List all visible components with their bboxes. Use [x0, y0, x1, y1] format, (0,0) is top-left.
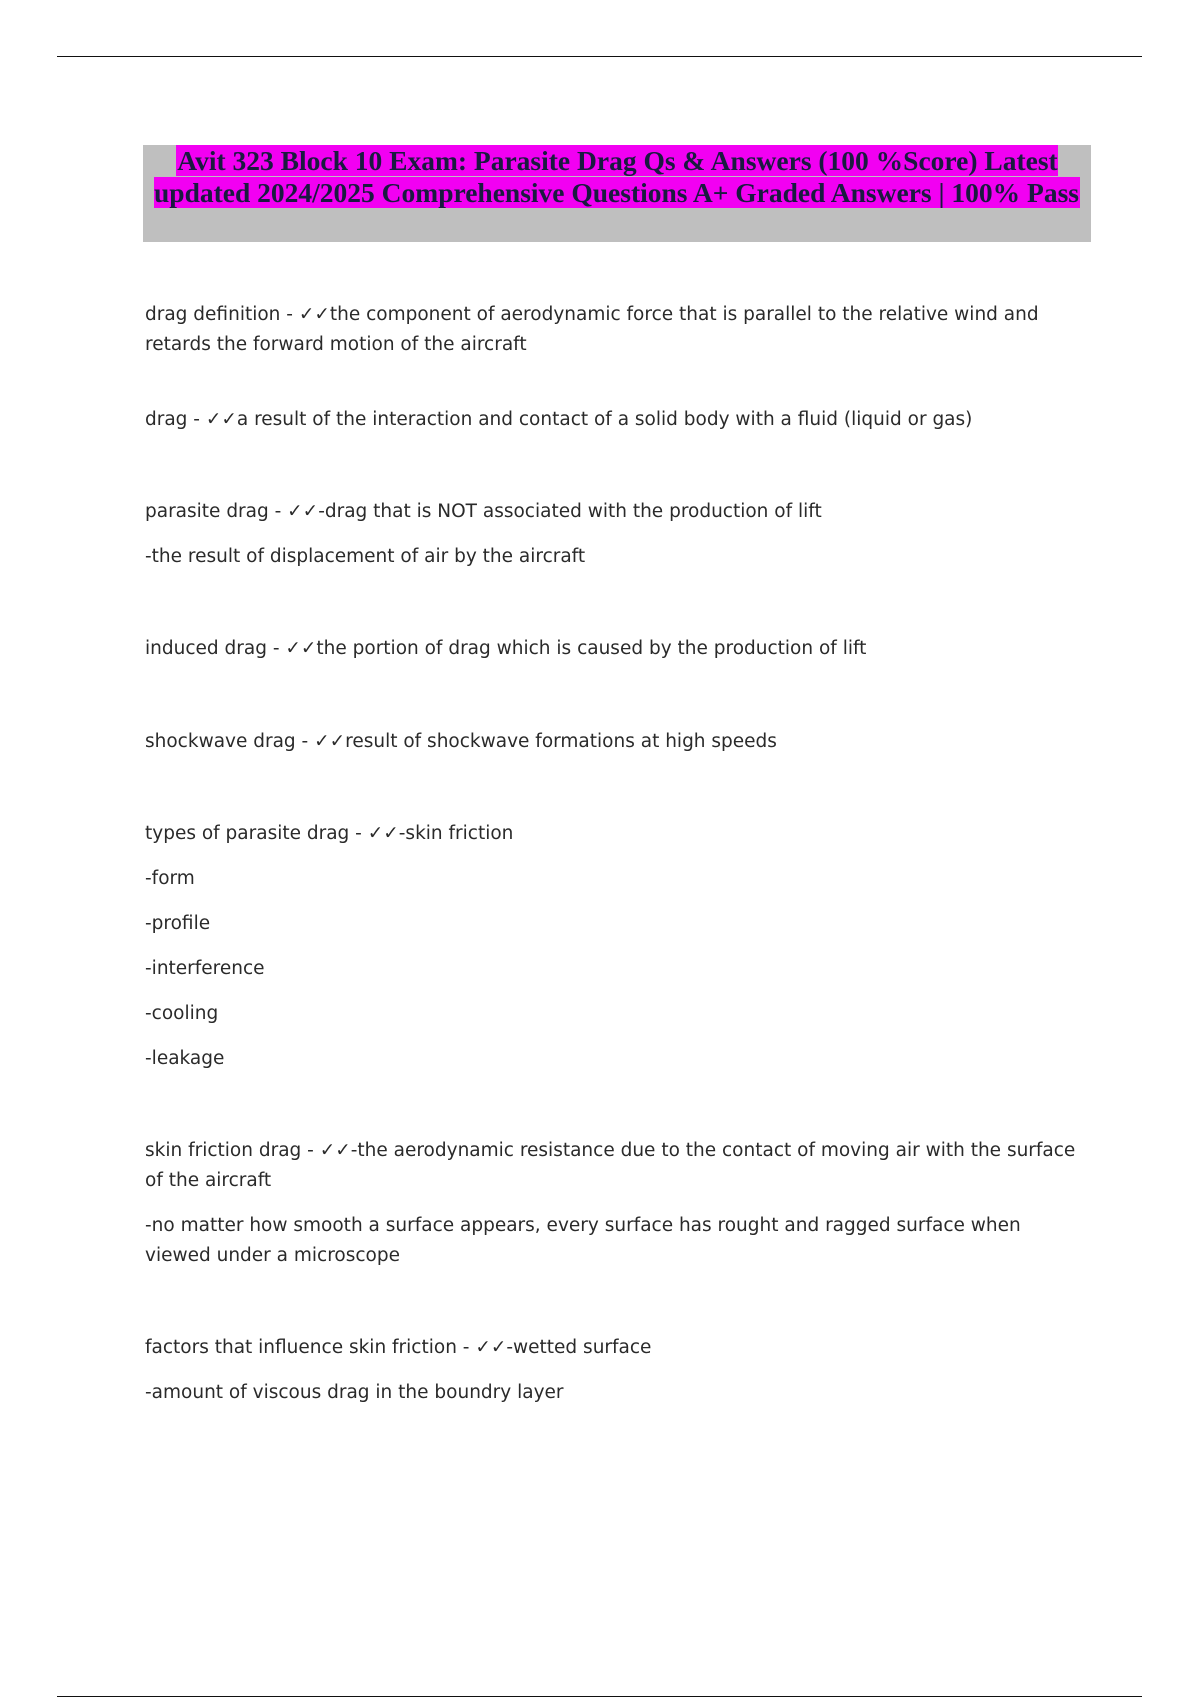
qa-term: factors that influence skin friction - ✓✓ [145, 1337, 507, 1358]
qa-term: induced drag - ✓✓ [145, 638, 317, 659]
qa-answer: the component of aerodynamic force that is parallel to the relative wind and retards the forward motion of the aircraft [145, 304, 1039, 355]
qa-answer: -wetted surface [506, 1337, 652, 1358]
qa-line [145, 1136, 1085, 1196]
qa-line [145, 634, 1085, 664]
qa-term: skin friction drag - ✓✓ [145, 1140, 351, 1161]
qa-line [145, 727, 1085, 757]
qa-term: types of parasite drag - ✓✓ [145, 823, 399, 844]
qa-answer-line: -interference [145, 958, 265, 979]
qa-term: shockwave drag - ✓✓ [145, 731, 346, 752]
qa-answer-line: -the result of displacement of air by the aircraft [145, 546, 586, 567]
qa-term: drag - ✓✓ [145, 409, 237, 430]
qa-term: drag definition - ✓✓ [145, 304, 330, 325]
qa-answer: -the aerodynamic resistance due to the contact of moving air with the surface of the aircraft [145, 1140, 1076, 1191]
qa-line [145, 405, 1085, 435]
qa-line [145, 300, 1085, 360]
qa-answer-line: -cooling [145, 1003, 219, 1024]
qa-answer-line: -profile [145, 913, 211, 934]
qa-entry [145, 1136, 1085, 1271]
qa-answer: the portion of drag which is caused by the production of lift [316, 638, 867, 659]
qa-answer-line: -no matter how smooth a surface appears, every surface has rought and ragged surface when viewed under a microscope [145, 1215, 1021, 1266]
qa-line [145, 497, 1085, 527]
qa-entry [145, 405, 1085, 435]
qa-line [145, 1333, 1085, 1363]
qa-entry [145, 1333, 1085, 1408]
qa-entry [145, 634, 1085, 664]
qa-entry [145, 819, 1085, 1074]
qa-answer-line: -form [145, 868, 195, 889]
qa-answer: -drag that is NOT associated with the production of lift [318, 501, 822, 522]
qa-term: parasite drag - ✓✓ [145, 501, 319, 522]
qa-list [145, 300, 1085, 1408]
document-title: Avit 323 Block 10 Exam: Parasite Drag Qs & Answers (100 %Score) Latest updated 2024/2025 Comprehensive Questions A+ Graded Answers | 100% Pass [154, 145, 1079, 208]
qa-answer: result of shockwave formations at high speeds [345, 731, 777, 752]
header-rule [57, 56, 1142, 57]
document-title-box [143, 145, 1091, 242]
qa-answer-line: -leakage [145, 1048, 225, 1069]
qa-entry [145, 727, 1085, 757]
qa-answer: -skin friction [398, 823, 514, 844]
qa-answer-line: -amount of viscous drag in the boundry layer [145, 1382, 564, 1403]
qa-line [145, 819, 1085, 849]
qa-entry [145, 497, 1085, 572]
footer-rule [57, 1696, 1142, 1697]
qa-answer: a result of the interaction and contact of a solid body with a fluid (liquid or gas) [236, 409, 973, 430]
qa-entry [145, 300, 1085, 360]
